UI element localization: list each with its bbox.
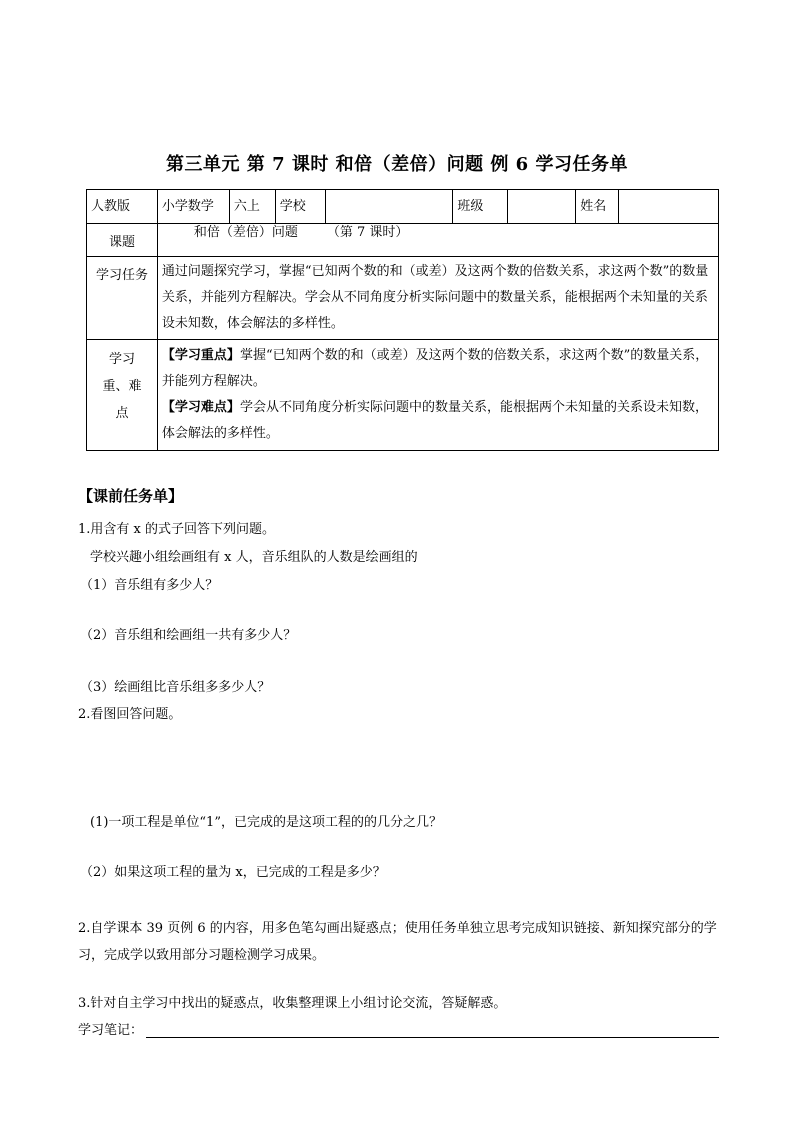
question-1-2: （2）音乐组和绘画组一共有多少人？	[80, 628, 297, 643]
name-field[interactable]	[619, 190, 719, 224]
key-tag: 【学习重点】	[161, 348, 240, 363]
table-row-keypoints	[87, 340, 719, 451]
question-1-3: （3）绘画组比音乐组多多少人？	[80, 680, 271, 695]
table-row-header-info	[87, 190, 719, 224]
question-1-context: 学校兴趣小组绘画组有 x 人，音乐组队的人数是绘画组的	[90, 550, 418, 565]
difficulty-tag: 【学习难点】	[161, 400, 240, 415]
info-table	[86, 189, 719, 451]
question-2: 2.看图回答问题。	[78, 707, 182, 722]
task-text: 通过问题探究学习，掌握“已知两个数的和（或差）及这两个数的倍数关系，求这两个数”的数量关系，并能列方程解决。学会从不同角度分析实际问题中的数量关系，能根据两个未知量的关系设未知数，体会解法的多样性。	[157, 257, 718, 340]
self-study-instructions: 2.自学课本 39 页例 6 的内容，用多色笔勾画出疑惑点；使用任务单独立思考完成知识链接、新知探究部分的学习，完成学以致用部分习题检测学习成果。	[78, 921, 717, 963]
question-3: 3.针对自主学习中找出的疑惑点，收集整理课上小组讨论交流，答疑解惑。	[78, 996, 507, 1011]
keypoint-label: 学习重、难点	[87, 340, 158, 451]
grade-cell: 六上	[229, 190, 275, 224]
class-label: 班级	[453, 190, 508, 224]
notes-line[interactable]	[146, 1036, 719, 1038]
school-label: 学校	[275, 190, 325, 224]
school-field[interactable]	[325, 190, 453, 224]
keypoint-content	[157, 340, 718, 451]
topic-value	[157, 224, 718, 257]
class-field[interactable]	[508, 190, 576, 224]
table-row-task	[87, 257, 719, 340]
question-1: 1.用含有 x 的式子回答下列问题。	[78, 522, 275, 537]
page-title: 第三单元 第 7 课时 和倍（差倍）问题 例 6 学习任务单	[166, 154, 628, 175]
topic-label: 课题	[87, 224, 158, 257]
key-text: 掌握“已知两个数的和（或差）及这两个数的倍数关系，求这两个数”的数量关系，并能列方程解决。	[161, 348, 709, 389]
question-2-2: （2）如果这项工程的量为 x，已完成的工程是多少？	[80, 865, 386, 880]
name-label: 姓名	[576, 190, 619, 224]
publisher-cell: 人教版	[87, 190, 158, 224]
topic-text: 和倍（差倍）问题 （第 7 课时）	[193, 225, 409, 240]
question-2-1: (1)一项工程是单位“1”，已完成的是这项工程的的几分之几？	[90, 815, 442, 830]
difficulty-text: 学会从不同角度分析实际问题中的数量关系，能根据两个未知量的关系设未知数，体会解法的多样性。	[161, 400, 708, 441]
question-1-1: （1）音乐组有多少人？	[80, 578, 219, 593]
table-row-topic	[87, 224, 719, 257]
subject-cell: 小学数学	[157, 190, 229, 224]
notes-label: 学习笔记：	[78, 1023, 144, 1038]
task-label: 学习任务	[87, 257, 158, 340]
pre-class-heading: 【课前任务单】	[78, 487, 184, 505]
